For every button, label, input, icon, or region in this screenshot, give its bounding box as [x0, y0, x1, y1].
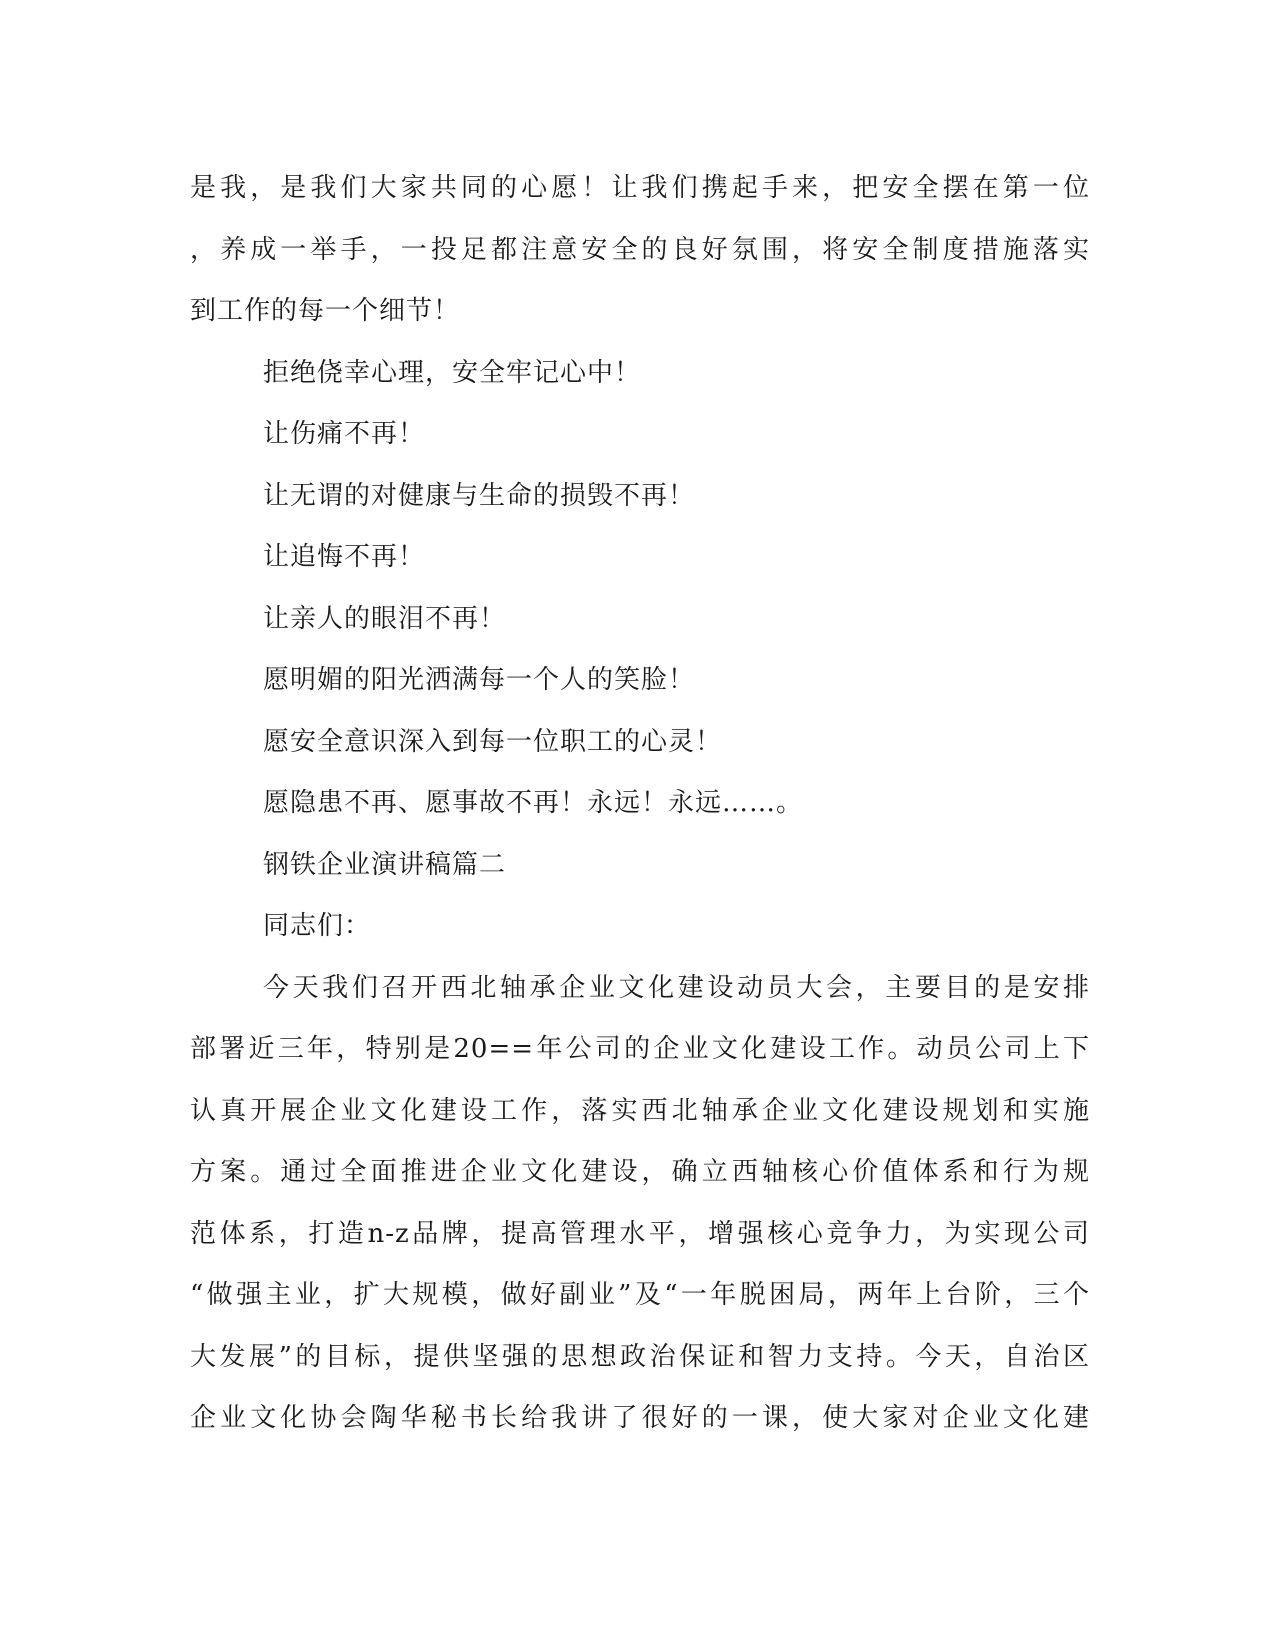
text-line: 愿明媚的阳光洒满每一个人的笑脸！: [263, 665, 696, 695]
text-line: 认真开展企业文化建设工作，落实西北轴承企业文化建设规划和实施: [190, 1095, 1090, 1126]
text-line: 大发展”的目标，提供坚强的思想政治保证和智力支持。今天，自治区: [190, 1341, 1090, 1372]
text-line: 让无谓的对健康与生命的损毁不再！: [263, 480, 696, 511]
text-line: “做强主业，扩大规模，做好副业”及“一年脱困局，两年上台阶，三个: [190, 1280, 1090, 1310]
text-line: 到工作的每一个细节！: [190, 296, 461, 326]
text-line: 愿安全意识深入到每一位职工的心灵！: [263, 726, 723, 757]
document-body: [190, 158, 1090, 1450]
text-line: 拒绝侥幸心理，安全牢记心中！: [263, 357, 642, 388]
text-line: 部署近三年，特别是20==年公司的企业文化建设工作。动员公司上下: [190, 1034, 1090, 1064]
text-line: 今天我们召开西北轴承企业文化建设动员大会，主要目的是安排: [263, 972, 1090, 1003]
salutation: 同志们：: [263, 911, 372, 941]
text-line: 愿隐患不再、愿事故不再！永远！永远……。: [263, 788, 804, 818]
text-line: ，养成一举手，一投足都注意安全的良好氛围，将安全制度措施落实: [190, 234, 1090, 265]
text-line: 范体系，打造n-z品牌，提高管理水平，增强核心竞争力，为实现公司: [190, 1218, 1090, 1249]
text-line: 方案。通过全面推进企业文化建设，确立西轴核心价值体系和行为规: [190, 1157, 1090, 1187]
text-line: 让伤痛不再！: [263, 419, 426, 449]
text-line: 是我，是我们大家共同的心愿！让我们携起手来，把安全摆在第一位: [190, 173, 1090, 203]
text-line: 让亲人的眼泪不再！: [263, 603, 507, 634]
section-heading: 钢铁企业演讲稿篇二: [263, 849, 507, 880]
text-line: 企业文化协会陶华秘书长给我讲了很好的一课，使大家对企业文化建: [190, 1403, 1090, 1433]
text-line: 让追悔不再！: [263, 542, 426, 572]
